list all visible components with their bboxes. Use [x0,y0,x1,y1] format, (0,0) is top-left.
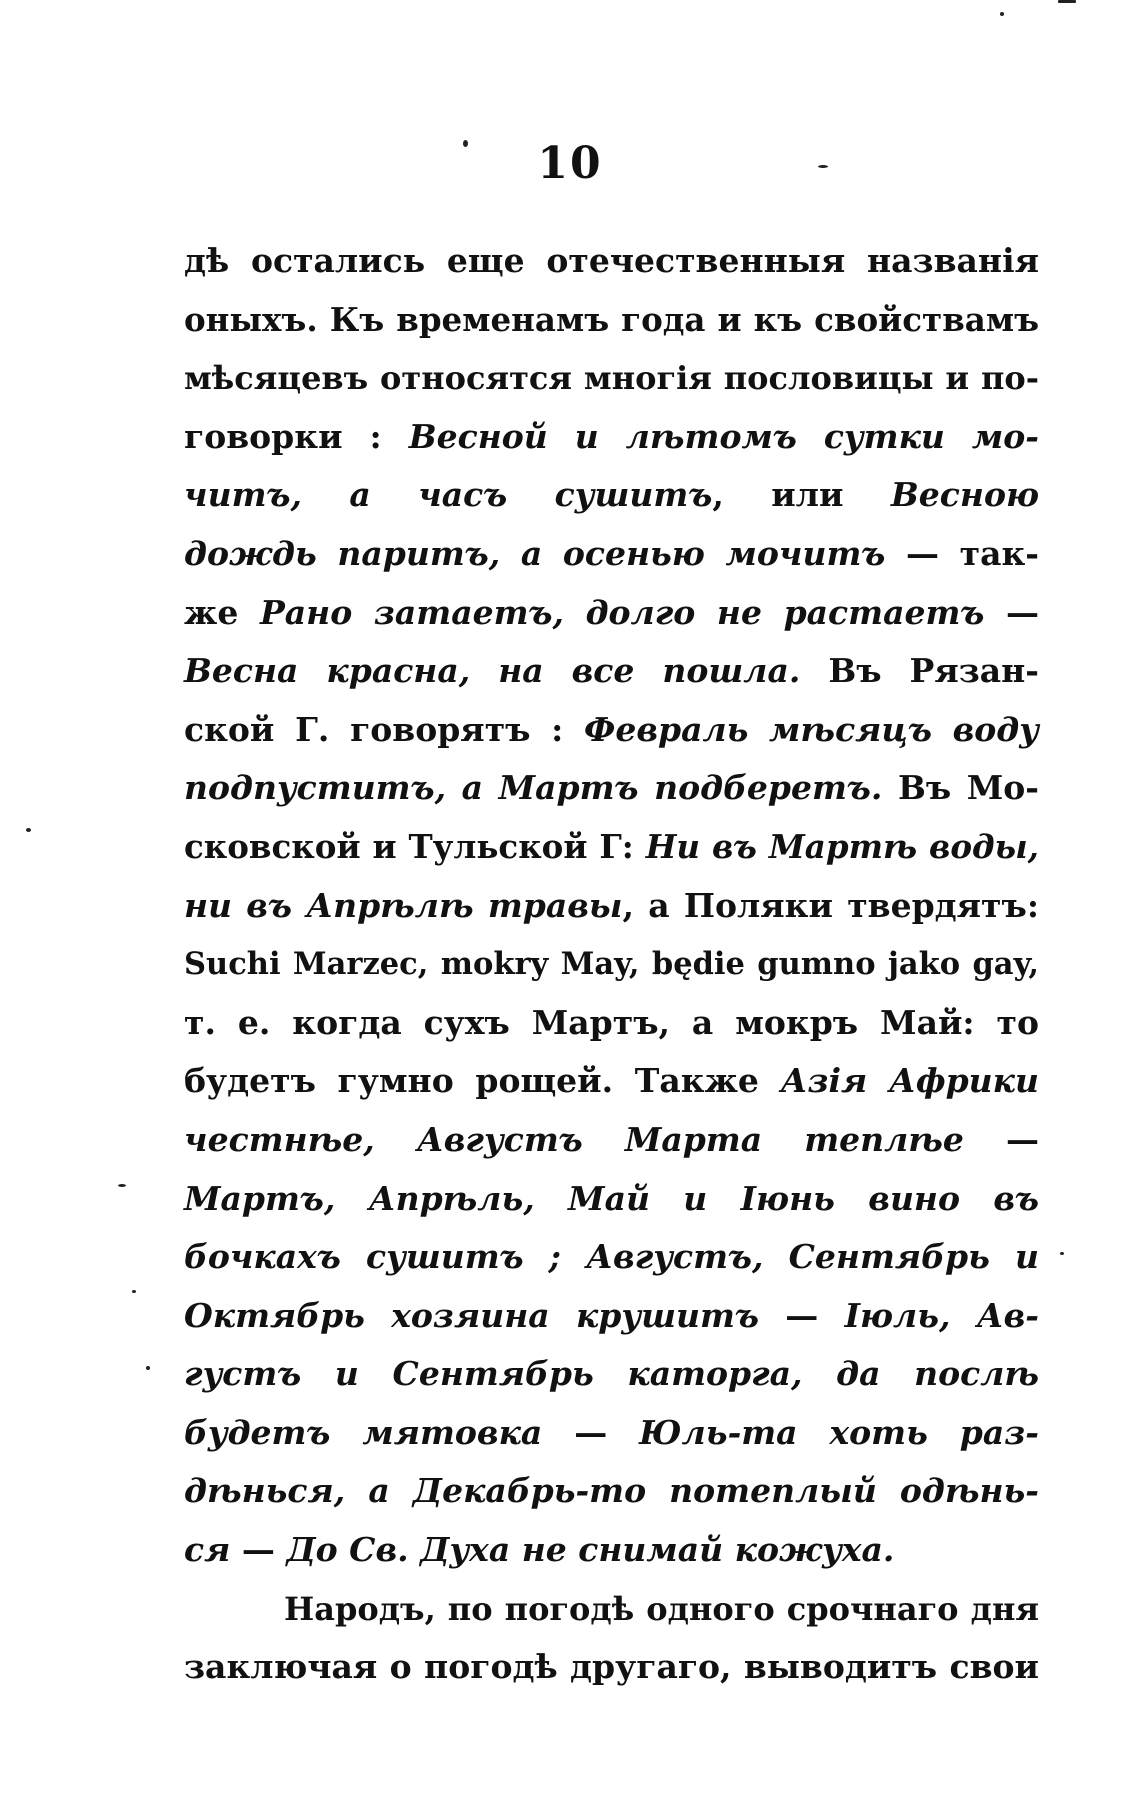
page-number: 10 [537,138,603,189]
text-segment: говорки : [184,416,409,456]
text-segment: будетъ гумно рощей. Также [184,1061,781,1101]
text-line [184,525,1039,584]
scan-speck [118,1184,126,1187]
italic-text: Весной и лѣтомъ сутки мо- [408,416,1039,456]
text-segment: Suchi Marzec, mokry May, będie gumno jako gay, [184,946,1039,983]
italic-text: До Св. Духа не снимай кожуха. [286,1530,895,1570]
italic-text: Рано затаетъ, долго не растаетъ [259,592,985,632]
text-line [184,584,1039,643]
text-line [184,818,1039,877]
text-line [184,935,1039,994]
text-line [184,1580,1039,1639]
text-line [184,466,1039,525]
italic-text: честнѣе, Августъ Марта теплѣе [184,1119,964,1159]
text-segment: мѣсяцевъ относятся многія пословицы и по- [184,359,1039,398]
italic-text: подпуститъ, а Мартъ подберетъ. [184,768,883,808]
text-segment: дѣ остались еще отечественныя названія [184,241,1039,280]
scan-speck [26,828,31,832]
italic-text: бочкахъ сушитъ ; Августъ, Сентябрь и [184,1237,1039,1277]
italic-text: дѣнься, а Декабрь-то потеплый одѣнь- [184,1471,1039,1511]
text-line [184,877,1039,936]
italic-text: ни въ Апрѣлѣ травы [184,885,623,925]
text-segment: — [984,592,1039,632]
scan-speck [1058,0,1076,3]
text-line [184,642,1039,701]
text-segment: — [758,1295,845,1335]
scan-speck [146,1366,150,1370]
text-line [184,994,1039,1053]
italic-text: Весною [890,475,1040,515]
italic-text: Азія Африки [780,1061,1039,1101]
italic-text: Юль-та хоть раз- [639,1412,1039,1452]
italic-text: Мартъ, Апрѣль, Май и Іюнь вино въ [184,1178,1039,1218]
text-line [184,1170,1039,1229]
italic-text: дождь паритъ, а осенью мочитъ [184,533,886,573]
text-segment: т. е. когда сухъ Мартъ, а мокръ Май: то [184,1002,1039,1042]
text-line [184,349,1039,408]
text-segment: же [184,592,260,632]
text-line [184,1521,1039,1580]
italic-text: Октябрь хозяина крушитъ [184,1295,759,1335]
text-line [184,1228,1039,1287]
italic-text: Іюль, Ав- [844,1295,1040,1335]
text-segment: , а Поляки твердятъ: [622,885,1039,925]
italic-text: будетъ мятовка [184,1412,543,1452]
text-segment: ской Г. говорятъ : [184,709,585,749]
text-segment: Въ Мо- [882,768,1039,808]
text-line [184,232,1039,291]
scan-speck [132,1290,136,1293]
italic-text: густъ и Сентябрь каторга, да послѣ [184,1354,1039,1394]
text-segment: сковской и Тульской Г: [184,826,646,866]
text-line [184,408,1039,467]
text-segment: заключая о погодѣ другаго, выводитъ свои [184,1647,1039,1687]
text-segment: — [542,1412,640,1452]
italic-text: Февраль мѣсяцъ воду [584,709,1039,749]
text-line [184,1404,1039,1463]
text-line [184,1345,1039,1404]
text-line [184,291,1039,350]
italic-text: Ни въ Мартѣ воды, [645,826,1039,866]
italic-text: ся [184,1530,231,1570]
text-segment: Народъ, по погодѣ одного срочнаго дня [284,1589,1039,1628]
scan-speck [463,140,468,147]
text-segment: — [963,1119,1039,1159]
text-line [184,1287,1039,1346]
italic-text: читъ, а часъ сушитъ [184,475,713,515]
text-segment: оныхъ. Къ временамъ года и къ свойствамъ [184,299,1039,339]
text-segment: , или [712,475,891,515]
body-text [184,232,1039,1697]
text-segment: — так- [885,533,1039,573]
text-line [184,1638,1039,1697]
text-segment: — [230,1530,287,1570]
text-line [184,701,1039,760]
scan-speck [1060,1252,1064,1255]
scan-speck [1000,12,1004,16]
scan-speck [818,165,828,168]
text-segment: Въ Рязан- [800,651,1039,691]
text-line [184,1462,1039,1521]
text-line [184,1111,1039,1170]
text-line [184,1052,1039,1111]
italic-text: Весна красна, на все пошла. [184,651,801,691]
text-line [184,759,1039,818]
